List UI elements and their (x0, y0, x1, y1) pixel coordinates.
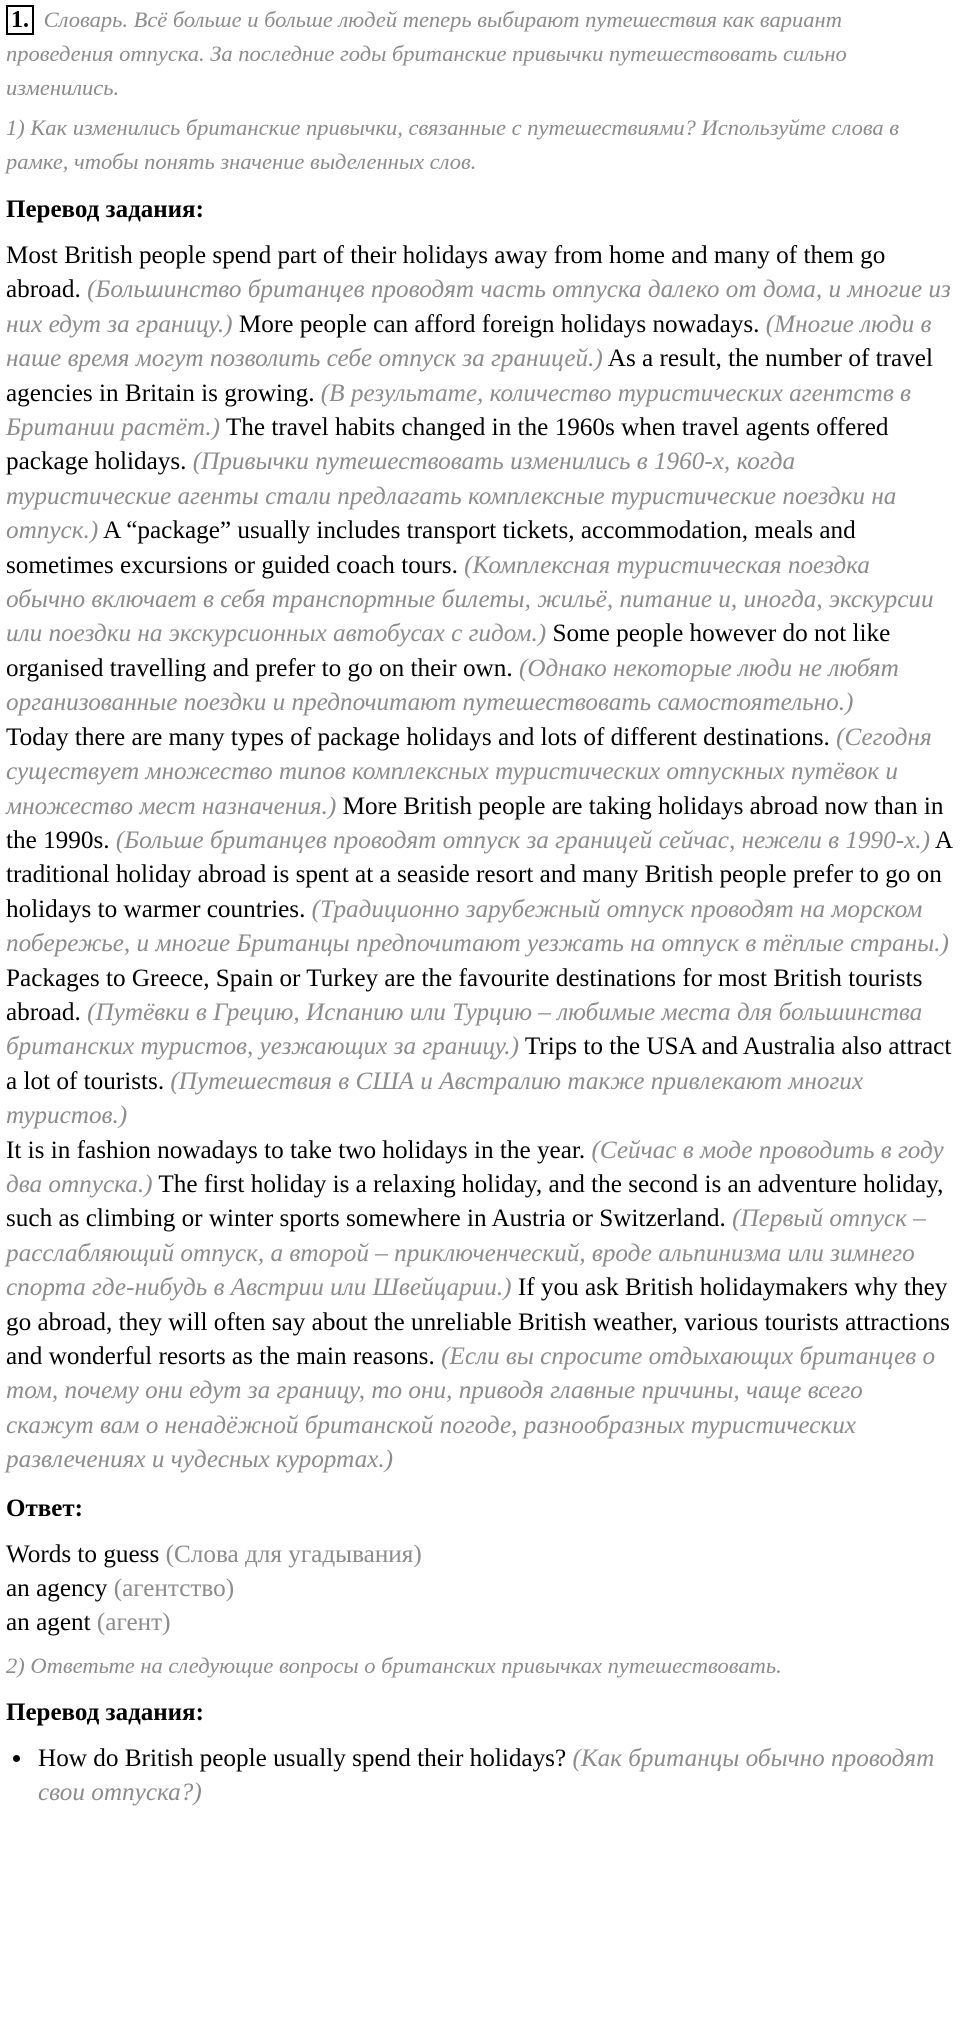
sentence-en: A “package” usually includes transport tickets, accommodation, meals and sometimes excursions or guided coach tours. (6, 517, 856, 579)
questions-list (6, 1742, 955, 1810)
sentence-en: Some people however do not like organised travelling and prefer to go on their own. (6, 620, 891, 682)
sentence-ru: (Традиционно зарубежный отпуск проводят на морском побережье, и многие Британцы предпочитают уезжать на отпуск в тёплые страны.) (6, 895, 949, 958)
exercise-intro-text: Словарь. Всё больше и больше людей теперь выбирают путешествия как вариант проведения отпуска. За последние годы британские привычки путешествовать сильно изменились. (6, 7, 847, 100)
sentence-en: The first holiday is a relaxing holiday, and the second is an adventure holiday, such as climbing or winter sports somewhere in Austria or Switzerland. (6, 1170, 944, 1233)
word-en: Words to guess (6, 1540, 160, 1568)
translated-text (6, 239, 955, 1478)
word-en: an agency (6, 1574, 108, 1602)
exercise-number: 1. (6, 5, 34, 35)
sentence-en: Packages to Greece, Spain or Turkey are the favourite destinations for most British tourists abroad. (6, 964, 923, 1026)
sentence-ru: (Комплексная туристическая поездка обычно включает в себя транспортные билеты, жильё, питание и, иногда, экскурсии или поездки на экскурсионных автобусах с гидом.) (6, 551, 934, 648)
sentence-ru: (Путешествия в США и Австралию также привлекают многих туристов.) (6, 1067, 864, 1130)
sentence-en: More people can afford foreign holidays nowadays. (238, 310, 760, 338)
translation-heading-2: Перевод задания: (6, 1698, 204, 1726)
paragraph (6, 239, 955, 721)
sentence-en: Trips to the USA and Australia also attract a lot of tourists. (6, 1033, 952, 1095)
answer-heading: Ответ: (6, 1494, 83, 1522)
paragraph (6, 1134, 955, 1478)
list-item (34, 1742, 955, 1810)
task-1: 1) Как изменились британские привычки, связанные с путешествиями? Используйте слова в рамке, чтобы понять значение выделенных слов. (6, 115, 900, 174)
task-2: 2) Ответьте на следующие вопросы о британских привычках путешествовать. (6, 1652, 782, 1678)
word-ru: (агентство) (113, 1574, 235, 1602)
sentence-ru: (Если вы спросите отдыхающих британцев о том, почему они едут за границу, то они, приводя главные причины, чаще всего скажут вам о ненадёжной британской погоде, разнообразных туристических развлечениях и чудесных курортах.) (6, 1343, 936, 1474)
sentence-en: If you ask British holidaymakers why they go abroad, they will often say about the unreliable British weather, various tourists attractions and wonderful resorts as the main reasons. (6, 1274, 950, 1370)
sentence-en: As a result, the number of travel agencies in Britain is growing. (6, 345, 933, 407)
exercise-intro (6, 3, 955, 105)
answer-words (6, 1538, 955, 1640)
sentence-ru: (В результате, количество туристических агентств в Британии растёт.) (6, 379, 911, 442)
sentence-en: It is in fashion nowadays to take two holidays in the year. (6, 1136, 586, 1164)
question-ru: (Как британцы обычно проводят свои отпуска?) (38, 1744, 935, 1806)
sentence-ru: (Сейчас в моде проводить в году два отпуска.) (6, 1136, 944, 1198)
list-item (6, 1572, 955, 1606)
sentence-en: Most British people spend part of their holidays away from home and many of them go abroad. (6, 242, 886, 304)
sentence-ru: (Многие люди в наше время могут позволить себе отпуск за границей.) (6, 310, 932, 373)
sentence-ru: (Больше британцев проводят отпуск за границей сейчас, нежели в 1990-х.) (115, 826, 930, 854)
sentence-en: A traditional holiday abroad is spent at a seaside resort and many British people prefer to go on holidays to warmer countries. (6, 826, 952, 923)
sentence-en: The travel habits changed in the 1960s when travel agents offered package holidays. (6, 414, 889, 476)
sentence-ru: (Путёвки в Грецию, Испанию или Турцию – любимые места для большинства британских туристов, уезжающих за границу.) (6, 998, 923, 1061)
list-item (6, 1606, 955, 1640)
word-ru: (агент) (96, 1608, 171, 1636)
sentence-en: More British people are taking holidays abroad now than in the 1990s. (6, 792, 944, 854)
sentence-ru: (Большинство британцев проводят часть отпуска далеко от дома, и многие из них едут за границу.) (6, 276, 951, 338)
question-en: How do British people usually spend their holidays? (38, 1744, 567, 1772)
word-en: an agent (6, 1608, 91, 1636)
sentence-ru: (Сегодня существует множество типов комплексных туристических отпускных путёвок и множество мест назначения.) (6, 723, 932, 820)
sentence-ru: (Однако некоторые люди не любят организованные поездки и предпочитают путешествовать самостоятельно.) (6, 654, 899, 717)
paragraph (6, 721, 955, 1134)
list-item (6, 1538, 955, 1572)
translation-heading-1: Перевод задания: (6, 196, 204, 223)
sentence-ru: (Первый отпуск – расслабляющий отпуск, а второй – приключенческий, вроде альпинизма или зимнего спорта где-нибудь в Австрии или Швейцарии.) (6, 1205, 926, 1302)
word-ru: (Слова для угадывания) (165, 1540, 422, 1568)
sentence-en: Today there are many types of package holidays and lots of different destinations. (6, 723, 830, 751)
sentence-ru: (Привычки путешествовать изменились в 1960-х, когда туристические агенты стали предлагать комплексные туристические поездки на отпуск.) (6, 448, 897, 545)
